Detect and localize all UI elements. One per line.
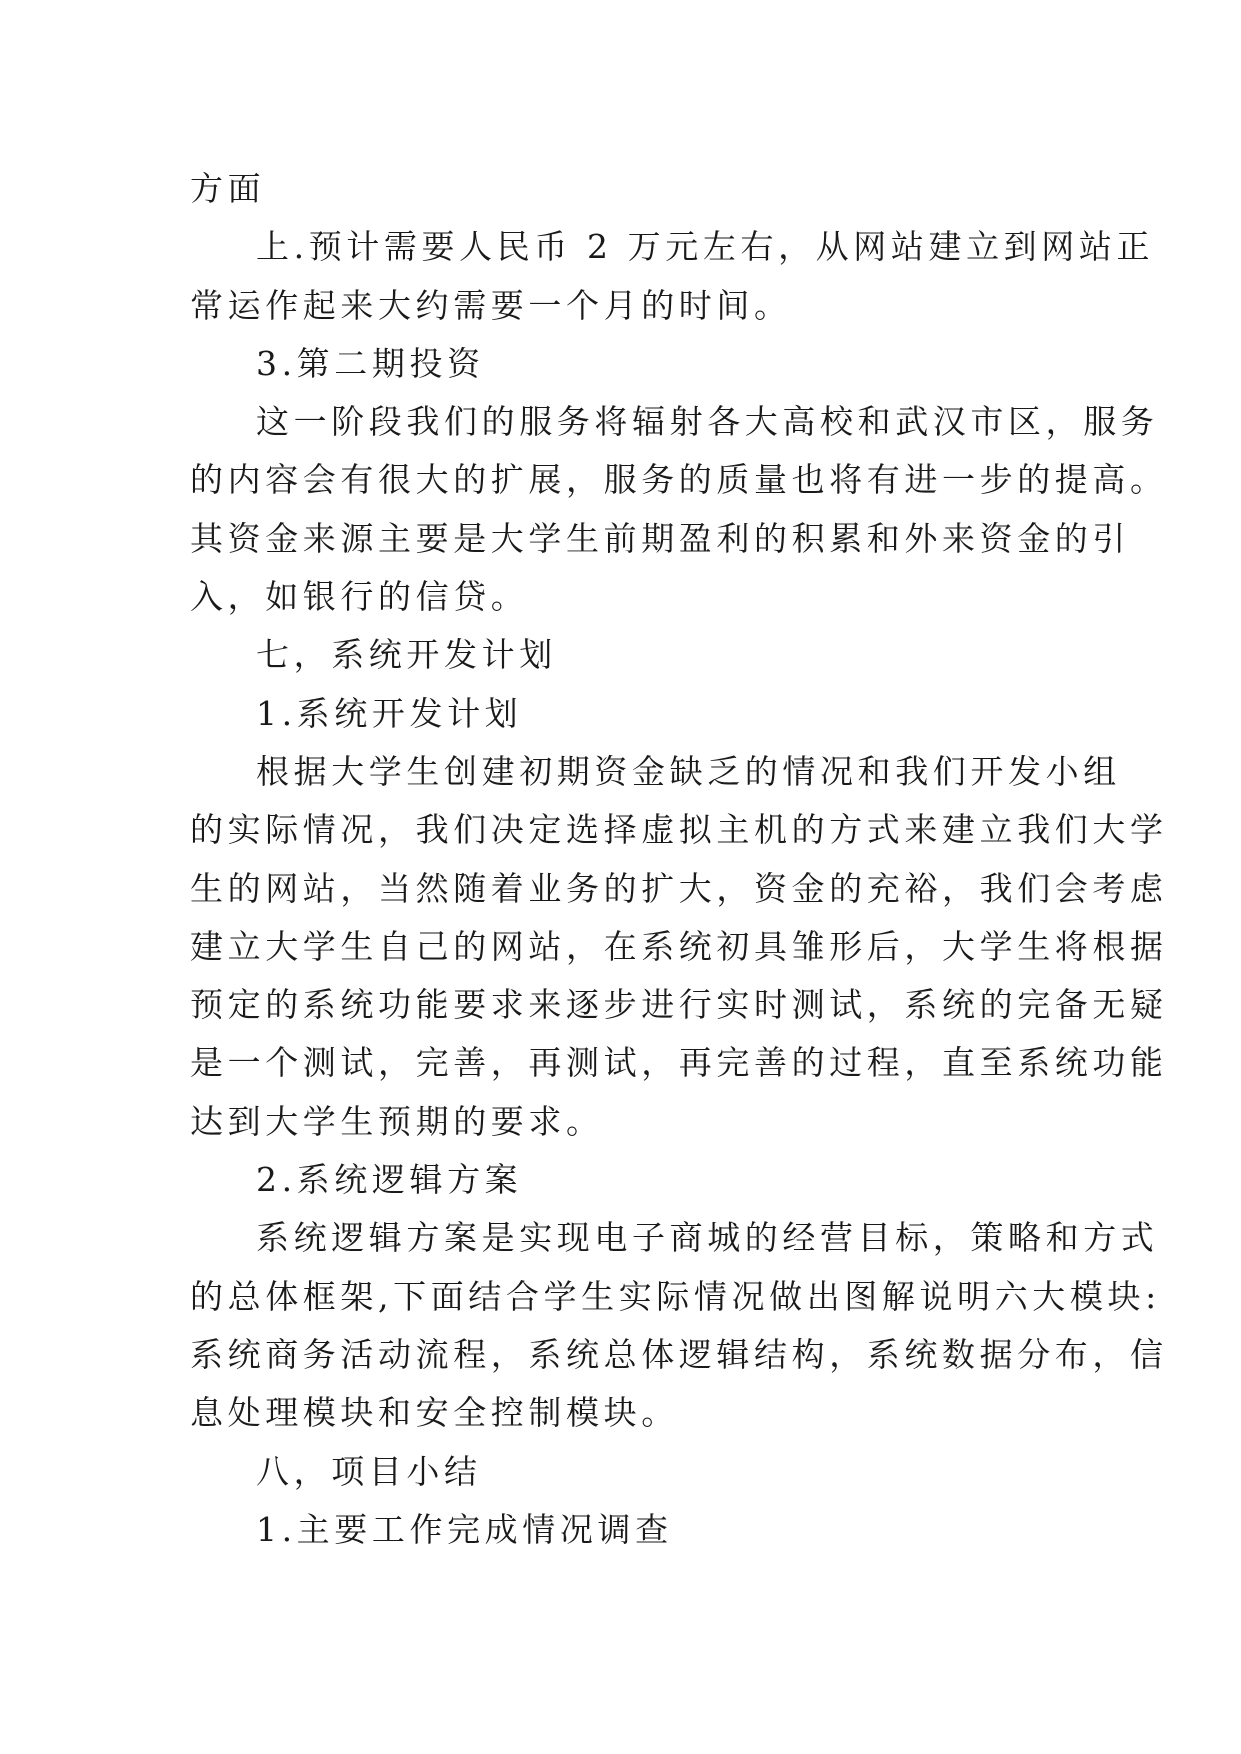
text-line: 上.预计需要人民币 2 万元左右，从网站建立到网站正 [256,227,1155,267]
text-line: 其资金来源主要是大学生前期盈利的积累和外来资金的引 [190,518,1130,558]
text-line: 的内容会有很大的扩展，服务的质量也将有进一步的提高。 [190,460,1168,500]
section-heading: 1.主要工作完成情况调查 [256,1509,673,1549]
text-line: 根据大学生创建初期资金缺乏的情况和我们开发小组 [256,751,1121,791]
text-line: 的实际情况，我们决定选择虚拟主机的方式来建立我们大学 [190,810,1168,850]
text-line: 入，如银行的信贷。 [190,577,529,617]
text-line: 建立大学生自己的网站，在系统初具雏形后，大学生将根据 [190,926,1168,966]
text-line: 预定的系统功能要求来逐步进行实时测试，系统的完备无疑 [190,985,1168,1025]
text-line: 系统逻辑方案是实现电子商城的经营目标，策略和方式 [256,1218,1159,1258]
text-line: 是一个测试，完善，再测试，再完善的过程，直至系统功能 [190,1043,1168,1083]
document-body [190,160,1168,1559]
section-heading: 七，系统开发计划 [256,635,557,675]
text-line: 的总体框架,下面结合学生实际情况做出图解说明六大模块: [190,1276,1161,1316]
text-line: 这一阶段我们的服务将辐射各大高校和武汉市区，服务 [256,402,1159,442]
text-line: 常运作起来大约需要一个月的时间。 [190,285,792,325]
section-heading: 3.第二期投资 [256,343,485,383]
text-line: 生的网站，当然随着业务的扩大，资金的充裕，我们会考虑 [190,868,1168,908]
text-line: 息处理模块和安全控制模块。 [190,1393,679,1433]
section-heading: 2.系统逻辑方案 [256,1160,523,1200]
section-heading: 1.系统开发计划 [256,693,523,733]
text-line: 达到大学生预期的要求。 [190,1101,604,1141]
text-line: 系统商务活动流程，系统总体逻辑结构，系统数据分布，信 [190,1334,1168,1374]
text-line: 方面 [190,169,266,208]
section-heading: 八，项目小结 [256,1451,482,1491]
